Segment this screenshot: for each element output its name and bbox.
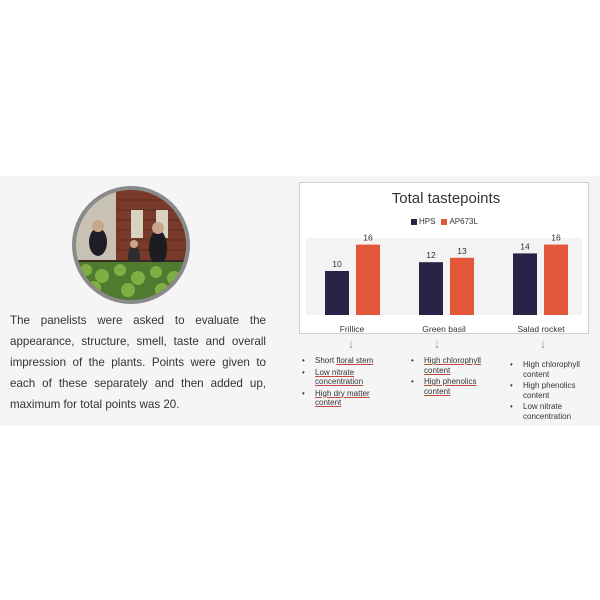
note-item: • High dry matter content [302, 389, 392, 408]
down-arrow-icon: ↓ [539, 336, 547, 351]
category-label-salad-rocket: Salad rocket [517, 324, 565, 334]
data-label: 10 [332, 259, 342, 269]
bar-hps-salad-rocket [513, 253, 537, 315]
data-label: 13 [457, 245, 467, 256]
note-item: • Low nitrate concentration [302, 368, 392, 387]
down-arrow-icon: ↓ [433, 336, 441, 351]
category-label-frillice: Frillice [339, 324, 365, 334]
legend-label-hps: HPS [419, 217, 436, 226]
bar-hps-frillice [325, 271, 349, 315]
legend-label-ap673l: AP673L [449, 217, 478, 226]
note-item: • High chlorophyll content [411, 356, 483, 375]
notes-green-basil [411, 356, 483, 398]
chart-title: Total tastepoints [391, 190, 501, 207]
down-arrow-icon: ↓ [347, 336, 355, 351]
note-item: • High phenolics content [510, 381, 592, 400]
bar-ap673l-salad-rocket [544, 245, 568, 315]
note-item: • High chlorophyll content [510, 360, 592, 379]
note-item: • Low nitrate concentration [510, 402, 592, 421]
bar-ap673l-green-basil [450, 258, 474, 315]
notes-frillice [302, 356, 392, 410]
data-label: 16 [551, 232, 561, 243]
data-label: 12 [426, 250, 436, 261]
description-text: The panelists were asked to evaluate the appearance, structure, smell, taste and overall impression of the plants. Points were given to each of these separately and then added up, maximum for total points was 20. [10, 314, 266, 411]
note-item: • High phenolics content [411, 377, 483, 396]
bar-hps-green-basil [419, 262, 443, 315]
notes-salad-rocket [510, 360, 592, 423]
data-label: 16 [363, 232, 373, 243]
bar-ap673l-frillice [356, 245, 380, 315]
data-label: 14 [520, 241, 530, 252]
note-item: • Short floral stem [302, 356, 392, 366]
category-label-green-basil: Green basil [422, 324, 466, 334]
